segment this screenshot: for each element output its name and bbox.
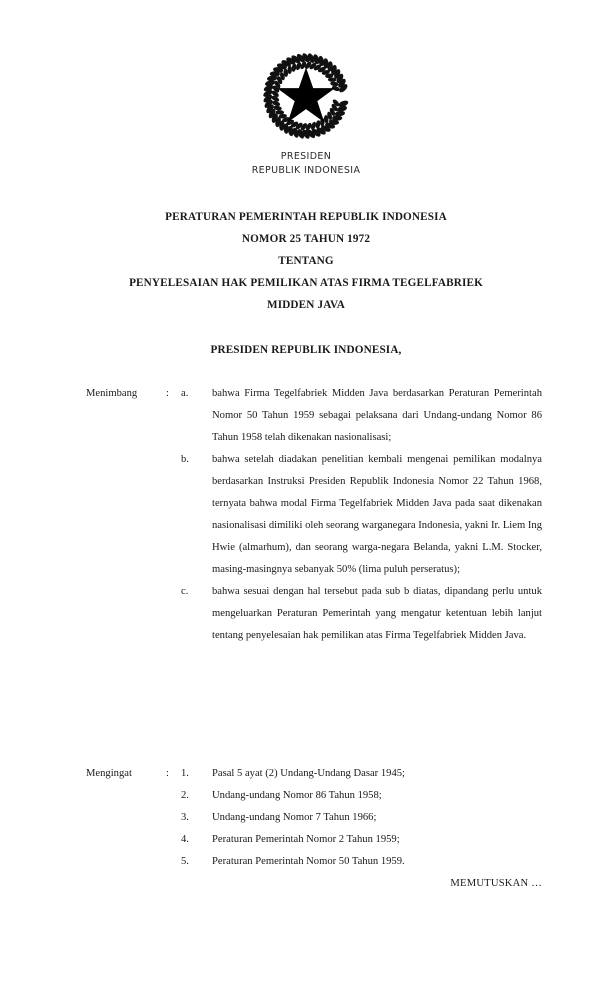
- clause-item: [86, 581, 542, 647]
- title-line-number: NOMOR 25 TAHUN 1972: [241, 233, 371, 245]
- clause-item: [86, 763, 542, 785]
- clause-text: Undang-undang Nomor 86 Tahun 1958;: [212, 790, 382, 801]
- title-line-regulation: PERATURAN PEMERINTAH REPUBLIK INDONESIA: [165, 211, 447, 223]
- clause-text: Peraturan Pemerintah Nomor 2 Tahun 1959;: [212, 834, 400, 845]
- clause-marker: 5.: [181, 856, 189, 867]
- clause-marker: a.: [181, 388, 189, 399]
- title-line-tentang: TENTANG: [278, 255, 334, 267]
- clause-marker: c.: [181, 586, 189, 597]
- emblem-caption-line-1: PRESIDEN: [280, 151, 332, 162]
- clause-item: [86, 449, 542, 581]
- emblem-caption-line-2: REPUBLIK INDONESIA: [251, 164, 361, 176]
- issuing-authority: PRESIDEN REPUBLIK INDONESIA,: [210, 344, 402, 356]
- title-line-subject-1: PENYELESAIAN HAK PEMILIKAN ATAS FIRMA TEGELFABRIEK: [129, 277, 483, 289]
- emblem-caption: [0, 150, 612, 177]
- clause-text: bahwa Firma Tegelfabriek Midden Java berdasarkan Peraturan Pemerintah Nomor 50 Tahun 1959 sebagai pelaksana dari Undang-undang Nomor 86 Tahun 1958 telah dikenakan nasionalisasi;: [212, 388, 542, 443]
- clause-text: Undang-undang Nomor 7 Tahun 1966;: [212, 812, 377, 823]
- mengingat-label: Mengingat: [86, 768, 132, 779]
- clause-marker: 4.: [181, 834, 189, 845]
- indonesia-presidential-star-wreath-emblem: [260, 50, 352, 142]
- continuation-marker: MEMUTUSKAN …: [450, 878, 542, 889]
- clause-marker: b.: [181, 454, 189, 465]
- clause-item: [86, 851, 542, 873]
- clause-text: Pasal 5 ayat (2) Undang-Undang Dasar 1945;: [212, 768, 405, 779]
- clause-marker: 2.: [181, 790, 189, 801]
- menimbang-colon: :: [166, 388, 169, 399]
- clause-item: [86, 829, 542, 851]
- clause-item: [86, 785, 542, 807]
- menimbang-section: [86, 383, 542, 647]
- menimbang-label: Menimbang: [86, 388, 138, 399]
- document-title: [0, 206, 612, 316]
- clause-text: Peraturan Pemerintah Nomor 50 Tahun 1959.: [212, 856, 405, 867]
- clause-item: [86, 807, 542, 829]
- title-line-subject-2: MIDDEN JAVA: [266, 299, 345, 311]
- mengingat-section: [86, 763, 542, 873]
- clause-item: [86, 383, 542, 449]
- document-header: [0, 50, 612, 177]
- mengingat-colon: :: [166, 768, 169, 779]
- clause-text: bahwa setelah diadakan penelitian kembali mengenai pemilikan modalnya berdasarkan Instruksi Presiden Republik Indonesia Nomor 22 Tahun 1968, ternyata bahwa modal Firma Tegelfabriek Midden Java pada saat dikenakan nasionalisasi dimiliki oleh seorang warganegara Indonesia, yakni Ir. Liem Ing Hwie (almarhum), dan seorang warga-negara Belanda, yakni L.M. Stocker, masing-masingnya sebanyak 50% (lima puluh perseratus);: [212, 454, 542, 575]
- clause-text: bahwa sesuai dengan hal tersebut pada sub b diatas, dipandang perlu untuk mengeluarkan Peraturan Pemerintah yang mengatur ketentuan lebih lanjut tentang penyelesaian hak pemilikan atas Firma Tegelfabriek Midden Java.: [212, 586, 542, 641]
- clause-marker: 1.: [181, 768, 189, 779]
- clause-marker: 3.: [181, 812, 189, 823]
